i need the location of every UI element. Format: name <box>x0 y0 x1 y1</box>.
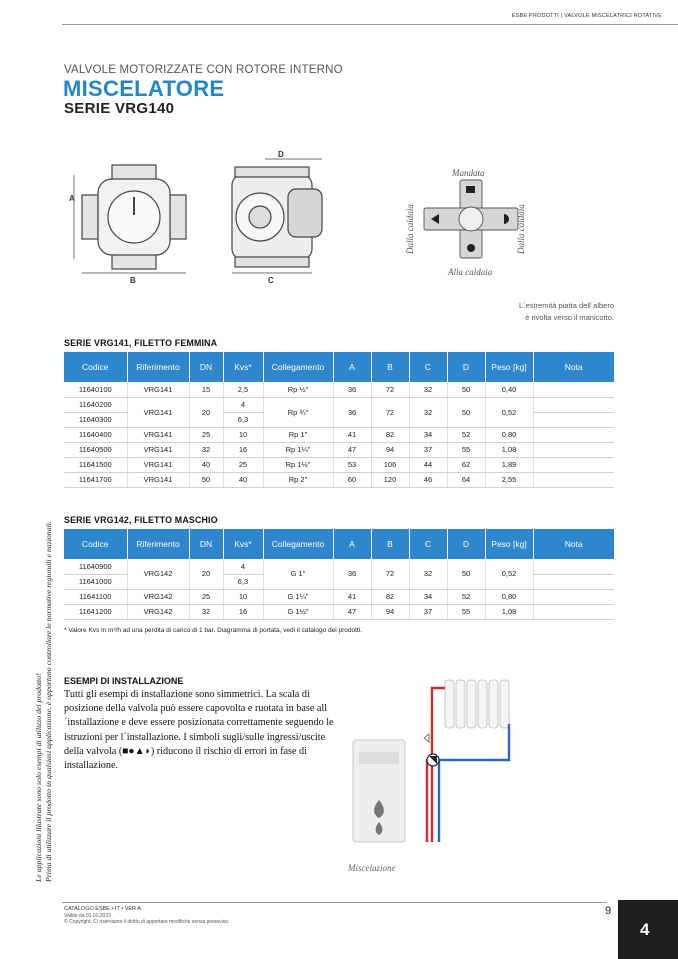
page-title: MISCELATORE <box>63 76 225 101</box>
cell-d: 50 <box>447 559 485 589</box>
cell-c: 44 <box>409 457 447 472</box>
cell-b: 72 <box>371 382 409 397</box>
cell-peso: 2,55 <box>485 472 533 487</box>
cell-kvs: 10 <box>223 589 263 604</box>
column-header: C <box>409 529 447 559</box>
cell-codice: 11641100 <box>64 589 127 604</box>
cell-nota <box>533 412 614 427</box>
cell-codice: 11640300 <box>64 412 127 427</box>
footer-copyright: © Copyright. Ci riserviamo il diritto di apportare modifiche senza preavviso. <box>64 919 230 925</box>
side-note-line: Le applicazioni illustrate sono solo esempi di utilizzo del prodotto! <box>34 673 43 882</box>
cell-dn: 20 <box>189 397 223 427</box>
valve-side-view <box>232 167 322 267</box>
table2-title: SERIE VRG142, FILETTO MASCHIO <box>64 515 218 525</box>
column-header: C <box>409 352 447 382</box>
footer-divider <box>62 902 607 903</box>
cell-riferimento: VRG142 <box>127 589 189 604</box>
cell-conn: Rp ¾" <box>263 397 333 427</box>
column-header: A <box>333 529 371 559</box>
column-header: Codice <box>64 529 127 559</box>
cell-d: 52 <box>447 427 485 442</box>
column-header: Kvs* <box>223 529 263 559</box>
cell-codice: 11640200 <box>64 397 127 412</box>
cell-dn: 25 <box>189 589 223 604</box>
cell-conn: Rp ½" <box>263 382 333 397</box>
installation-caption: Miscelazione <box>348 863 396 873</box>
cell-peso: 0,52 <box>485 397 533 427</box>
cell-b: 106 <box>371 457 409 472</box>
column-header: Riferimento <box>127 529 189 559</box>
cell-kvs: 40 <box>223 472 263 487</box>
diagram-note-line: L´estremità piatta dell´albero <box>518 301 614 310</box>
cell-codice: 11640500 <box>64 442 127 457</box>
cell-b: 72 <box>371 559 409 589</box>
radiator <box>445 680 509 728</box>
cell-conn: Rp 1½" <box>263 457 333 472</box>
spec-table-vrg142 <box>64 529 614 620</box>
cell-peso: 0,52 <box>485 559 533 589</box>
cell-conn: Rp 1¼" <box>263 442 333 457</box>
installation-diagram <box>345 672 530 857</box>
spec-table-vrg141 <box>64 352 614 488</box>
cell-nota <box>533 382 614 397</box>
footer-catalog: CATALOGO ESBE • IT • VER A <box>64 906 141 912</box>
cell-codice: 11640900 <box>64 559 127 574</box>
dim-label-c: C <box>268 276 274 285</box>
cell-c: 32 <box>409 559 447 589</box>
cell-a: 41 <box>333 427 371 442</box>
cell-dn: 32 <box>189 442 223 457</box>
cell-kvs: 16 <box>223 442 263 457</box>
cell-riferimento: VRG141 <box>127 442 189 457</box>
table-row <box>64 589 614 604</box>
cell-nota <box>533 574 614 589</box>
cell-d: 62 <box>447 457 485 472</box>
cell-a: 60 <box>333 472 371 487</box>
table-row <box>64 442 614 457</box>
cell-b: 120 <box>371 472 409 487</box>
header-divider <box>62 24 678 25</box>
column-header: DN <box>189 529 223 559</box>
column-header: DN <box>189 352 223 382</box>
dim-label-d: D <box>278 150 284 159</box>
cell-b: 94 <box>371 604 409 619</box>
cell-a: 47 <box>333 442 371 457</box>
cell-nota <box>533 559 614 574</box>
column-header: Codice <box>64 352 127 382</box>
cell-b: 82 <box>371 589 409 604</box>
table-row <box>64 604 614 619</box>
column-header: Nota <box>533 352 614 382</box>
cell-a: 41 <box>333 589 371 604</box>
breadcrumb: ESBE PRODOTTI | VALVOLE MISCELATRICI ROTATIVE <box>511 13 662 19</box>
cell-a: 36 <box>333 559 371 589</box>
cell-codice: 11641500 <box>64 457 127 472</box>
cell-dn: 15 <box>189 382 223 397</box>
cell-dn: 50 <box>189 472 223 487</box>
cell-riferimento: VRG142 <box>127 604 189 619</box>
table-row <box>64 472 614 487</box>
kvs-footnote: * Valore Kvs in m³/h ad una perdita di carico di 1 bar. Diagramma di portata, vedi il catalogo dei prodotti. <box>64 627 362 634</box>
cell-nota <box>533 589 614 604</box>
port-symbol-diagram <box>400 162 540 280</box>
cell-d: 50 <box>447 382 485 397</box>
table-header-row <box>64 352 614 382</box>
cell-kvs: 25 <box>223 457 263 472</box>
cell-codice: 11641200 <box>64 604 127 619</box>
cell-a: 53 <box>333 457 371 472</box>
cell-peso: 0,80 <box>485 589 533 604</box>
cell-nota <box>533 397 614 412</box>
valve-front-view <box>82 165 186 269</box>
cell-peso: 1,89 <box>485 457 533 472</box>
cell-codice: 11640400 <box>64 427 127 442</box>
side-note-line: Prima di utilizzare il prodotto in qualsiasi applicazione, è opportuno controllare le normative regionali e nazionali. <box>44 521 53 882</box>
cell-conn: Rp 2" <box>263 472 333 487</box>
cell-d: 52 <box>447 589 485 604</box>
cell-nota <box>533 442 614 457</box>
cell-b: 94 <box>371 442 409 457</box>
cell-nota <box>533 472 614 487</box>
column-header: Collegamento <box>263 529 333 559</box>
cell-kvs: 2,5 <box>223 382 263 397</box>
cell-c: 34 <box>409 427 447 442</box>
cell-riferimento: VRG141 <box>127 472 189 487</box>
cell-c: 32 <box>409 382 447 397</box>
cell-conn: G 1½" <box>263 604 333 619</box>
cell-riferimento: VRG141 <box>127 457 189 472</box>
cell-conn: Rp 1" <box>263 427 333 442</box>
cell-c: 46 <box>409 472 447 487</box>
installation-text: Tutti gli esempi di installazione sono simmetrici. La scala di posizione della valvola può essere capovolta e ruotata in base all´installazione e deve essere posizionata correttamente seguendo le istruzioni per l´installazione. I simboli sugli/sulle ingressi/uscite della valvola (■●▲◗) riducono il rischio di errori in fase di installazione. <box>64 689 334 772</box>
cell-d: 55 <box>447 604 485 619</box>
diagram-note-line: è rivolta verso il manicotto. <box>525 313 614 322</box>
table-row <box>64 397 614 412</box>
column-header: Peso [kg] <box>485 352 533 382</box>
cell-kvs: 6,3 <box>223 574 263 589</box>
valve-technical-drawing <box>60 145 400 290</box>
label-alla-caldaia: Alla caldaia <box>448 267 493 277</box>
cell-d: 50 <box>447 397 485 427</box>
cell-c: 37 <box>409 442 447 457</box>
table-row <box>64 382 614 397</box>
column-header: Collegamento <box>263 352 333 382</box>
cell-riferimento: VRG141 <box>127 427 189 442</box>
page-number: 9 <box>605 905 612 917</box>
column-header: D <box>447 352 485 382</box>
cell-peso: 1,08 <box>485 604 533 619</box>
cell-peso: 1,08 <box>485 442 533 457</box>
series-title: SERIE VRG140 <box>64 100 175 117</box>
column-header: A <box>333 352 371 382</box>
cell-riferimento: VRG141 <box>127 397 189 427</box>
cell-dn: 40 <box>189 457 223 472</box>
cell-riferimento: VRG142 <box>127 559 189 589</box>
table1-title: SERIE VRG141, FILETTO FEMMINA <box>64 338 218 348</box>
cell-kvs: 10 <box>223 427 263 442</box>
cell-b: 72 <box>371 397 409 427</box>
cell-kvs: 6,3 <box>223 412 263 427</box>
column-header: D <box>447 529 485 559</box>
cell-codice: 11640100 <box>64 382 127 397</box>
table-row <box>64 457 614 472</box>
column-header: B <box>371 529 409 559</box>
label-dalla-caldaia-right: Dalla caldaia <box>516 204 526 254</box>
cell-codice: 11641000 <box>64 574 127 589</box>
boiler <box>353 740 405 842</box>
table-row <box>64 559 614 574</box>
cell-dn: 32 <box>189 604 223 619</box>
cell-kvs: 16 <box>223 604 263 619</box>
cell-conn: G 1" <box>263 559 333 589</box>
column-header: Peso [kg] <box>485 529 533 559</box>
column-header: Riferimento <box>127 352 189 382</box>
cell-d: 55 <box>447 442 485 457</box>
cell-dn: 20 <box>189 559 223 589</box>
table-header-row <box>64 529 614 559</box>
footer-valid-date: Valido da 01.01.2023 <box>64 913 111 919</box>
cell-nota <box>533 604 614 619</box>
cell-codice: 11641700 <box>64 472 127 487</box>
cell-d: 64 <box>447 472 485 487</box>
label-dalla-caldaia-left: Dalla caldaia <box>405 204 415 254</box>
label-mandata: Mandata <box>452 168 485 178</box>
cell-b: 82 <box>371 427 409 442</box>
cell-kvs: 4 <box>223 559 263 574</box>
section-tab-number: 4 <box>640 920 650 939</box>
column-header: Nota <box>533 529 614 559</box>
cell-dn: 25 <box>189 427 223 442</box>
cell-a: 47 <box>333 604 371 619</box>
installation-title: ESEMPI DI INSTALLAZIONE <box>64 676 184 686</box>
cell-peso: 0,80 <box>485 427 533 442</box>
page-subtitle: VALVOLE MOTORIZZATE CON ROTORE INTERNO <box>64 64 343 76</box>
cell-a: 36 <box>333 397 371 427</box>
cell-nota <box>533 427 614 442</box>
dim-label-b: B <box>130 276 136 285</box>
cell-c: 37 <box>409 604 447 619</box>
cell-peso: 0,40 <box>485 382 533 397</box>
column-header: B <box>371 352 409 382</box>
table-row <box>64 427 614 442</box>
cell-kvs: 4 <box>223 397 263 412</box>
cell-nota <box>533 457 614 472</box>
cell-a: 36 <box>333 382 371 397</box>
dim-label-a: A <box>69 194 75 203</box>
cell-riferimento: VRG141 <box>127 382 189 397</box>
cell-c: 32 <box>409 397 447 427</box>
cell-conn: G 1¼" <box>263 589 333 604</box>
diagram-note <box>440 300 614 324</box>
column-header: Kvs* <box>223 352 263 382</box>
cell-c: 34 <box>409 589 447 604</box>
